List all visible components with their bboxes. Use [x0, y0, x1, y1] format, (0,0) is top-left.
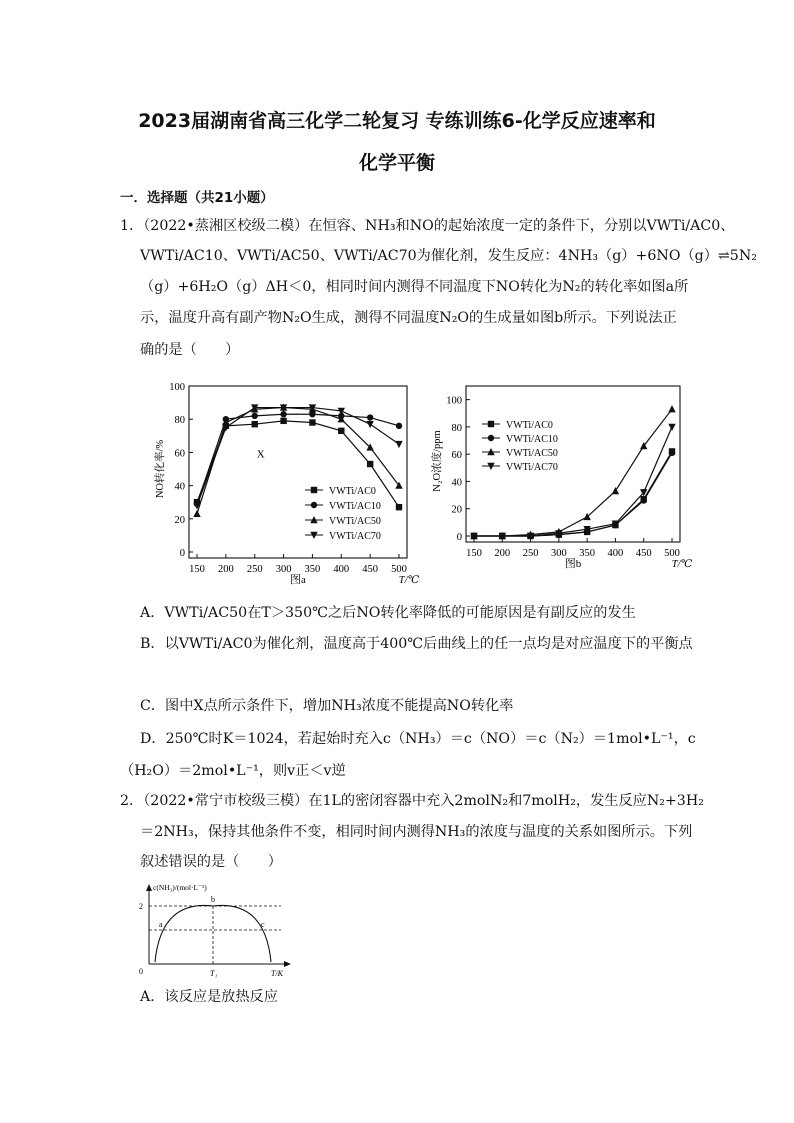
- data-point: [366, 421, 373, 428]
- data-point: [367, 461, 373, 467]
- y-tick-label: 80: [174, 415, 185, 427]
- x-tick-label: 350: [304, 564, 321, 575]
- data-point: [612, 487, 619, 494]
- y-tick-label: 20: [174, 514, 185, 526]
- x-tick-label: 400: [333, 564, 350, 575]
- data-point: [395, 441, 402, 448]
- y-axis-label: N₂O浓度/ppm: [432, 430, 443, 492]
- x-tick-label: 500: [391, 564, 407, 575]
- legend-label: VWTi/AC50: [506, 448, 558, 459]
- data-point: [338, 428, 344, 434]
- y-tick-label: 0: [456, 532, 462, 543]
- x-tick-label: 250: [522, 548, 539, 559]
- y-tick-label: 100: [169, 382, 185, 393]
- legend-marker: [311, 487, 317, 493]
- y-tick-label: 40: [451, 477, 462, 489]
- q1-option-d-line2: （H₂O）＝2mol•L⁻¹，则v正＜v逆: [120, 763, 346, 779]
- q2-line1: 2．（2022•常宁市校级三模）在1L的密闭容器中充入2molN₂和7molH₂，发生反应N₂+3H₂: [120, 793, 704, 809]
- y-tick-label: 0: [179, 548, 185, 559]
- q1-option-b: B．以VWTi/AC0为催化剂，温度高于400℃后曲线上的任一点均是对应温度下的平衡点: [140, 636, 693, 652]
- x-tick-label: 150: [466, 548, 482, 559]
- data-point: [669, 450, 675, 456]
- q1-option-d-line1: D．250℃时K＝1024，若起始时充入c（NH₃）＝c（NO）＝c（N₂）＝1mol•L⁻¹，c: [140, 731, 696, 747]
- y-tick-label: 60: [451, 450, 462, 462]
- legend-marker: [311, 502, 317, 508]
- data-point: [367, 414, 373, 420]
- data-point: [309, 419, 315, 425]
- q1-option-a: A．VWTi/AC50在T＞350℃之后NO转化率降低的可能原因是有副反应的发生: [140, 605, 636, 621]
- y-tick-label: 80: [451, 422, 462, 434]
- annotation-x: X: [256, 448, 265, 461]
- point-label-a: a: [159, 920, 163, 929]
- x-tick-label: 200: [217, 564, 234, 575]
- legend-label: VWTi/AC10: [506, 434, 558, 445]
- page-title-line1: 2023届湖南省高三化学二轮复习 专练训练6-化学反应速率和: [138, 110, 656, 132]
- q1-option-c: C．图中X点所示条件下，增加NH₃浓度不能提高NO转化率: [140, 698, 514, 714]
- page-title-line2: 化学平衡: [358, 152, 435, 174]
- chart-c: [135, 880, 295, 980]
- y-tick-label: 100: [446, 395, 462, 407]
- y-tick-label: 20: [451, 504, 462, 516]
- y-axis-label: c(NH₃)/(mol·L⁻¹): [153, 883, 207, 892]
- data-point: [668, 424, 675, 431]
- data-point: [396, 423, 402, 429]
- series-line: [474, 427, 672, 536]
- x-tick-label: 450: [635, 548, 652, 559]
- legend-label: VWTi/AC0: [329, 486, 376, 497]
- data-point: [668, 405, 675, 412]
- chart-title: 图b: [564, 558, 582, 570]
- data-point: [280, 411, 286, 417]
- x-tick-label: 400: [607, 548, 624, 559]
- chart-title: 图a: [290, 574, 306, 586]
- x-tick-label: 200: [494, 548, 511, 559]
- y-tick-label: 2: [139, 902, 143, 911]
- series-line: [474, 409, 672, 536]
- x-tick-label: 500: [664, 548, 680, 559]
- q1-line1: 1．（2022•蒸湘区校级二模）在恒容、NH₃和NO的起始浓度一定的条件下，分别以VWTi/AC0、: [120, 218, 735, 234]
- data-point: [193, 510, 200, 517]
- legend-marker: [488, 435, 494, 441]
- legend-label: VWTi/AC70: [329, 531, 381, 542]
- legend-label: VWTi/AC10: [329, 501, 381, 512]
- q1-line2: VWTi/AC10、VWTi/AC50、VWTi/AC70为催化剂，发生反应：4NH₃（g）+6NO（g）⇌5N₂: [140, 248, 757, 264]
- data-point: [641, 497, 647, 503]
- y-axis-label: NO转化率/%: [155, 439, 166, 499]
- x-axis-label: T/℃: [398, 575, 420, 586]
- data-point: [338, 408, 345, 415]
- q2-line3: 叙述错误的是（ ）: [140, 854, 282, 870]
- x-tick-label: 300: [550, 548, 567, 559]
- chart-b: [428, 378, 693, 588]
- point-label-c: c: [261, 920, 265, 929]
- x-tick-label: 300: [275, 564, 292, 575]
- y-axis-arrow: [146, 884, 152, 891]
- plot-frame: [466, 386, 680, 542]
- data-point: [252, 413, 258, 419]
- x-tick-label: 350: [579, 548, 596, 559]
- y-tick-label: 40: [174, 481, 185, 493]
- q1-line4: 示，温度升高有副产物N₂O生成，测得不同温度N₂O的生成量如图b所示。下列说法正: [140, 310, 677, 326]
- x-tick-label: 250: [246, 564, 263, 575]
- origin-label: 0: [139, 967, 143, 976]
- y-tick-label: 60: [174, 448, 185, 460]
- q1-line5: 确的是（ ）: [140, 342, 240, 358]
- q1-line3: （g）+6H₂O（g）ΔH＜0，相同时间内测得不同温度下NO转化为N₂的转化率如图a所: [140, 279, 689, 295]
- chart-a: [145, 378, 420, 588]
- x-tick-label: T₁: [210, 969, 218, 978]
- legend-marker: [488, 421, 494, 427]
- data-point: [396, 504, 402, 510]
- point-label-b: b: [211, 895, 215, 904]
- q2-line2: ＝2NH₃，保持其他条件不变，相同时间内测得NH₃的浓度与温度的关系如图所示。下列: [140, 824, 693, 840]
- x-tick-label: 150: [189, 564, 205, 575]
- legend-label: VWTi/AC0: [506, 420, 553, 431]
- legend-label: VWTi/AC70: [506, 462, 558, 473]
- data-point: [252, 421, 258, 427]
- x-tick-label: 450: [362, 564, 379, 575]
- x-axis-arrow: [284, 961, 291, 967]
- x-axis-label: T/℃: [671, 559, 693, 570]
- x-axis-label: T/K: [271, 969, 284, 978]
- data-point: [280, 418, 286, 424]
- section-header: 一．选择题（共21小题）: [120, 190, 274, 206]
- legend-label: VWTi/AC50: [329, 516, 381, 527]
- q2-option-a: A．该反应是放热反应: [140, 989, 278, 1005]
